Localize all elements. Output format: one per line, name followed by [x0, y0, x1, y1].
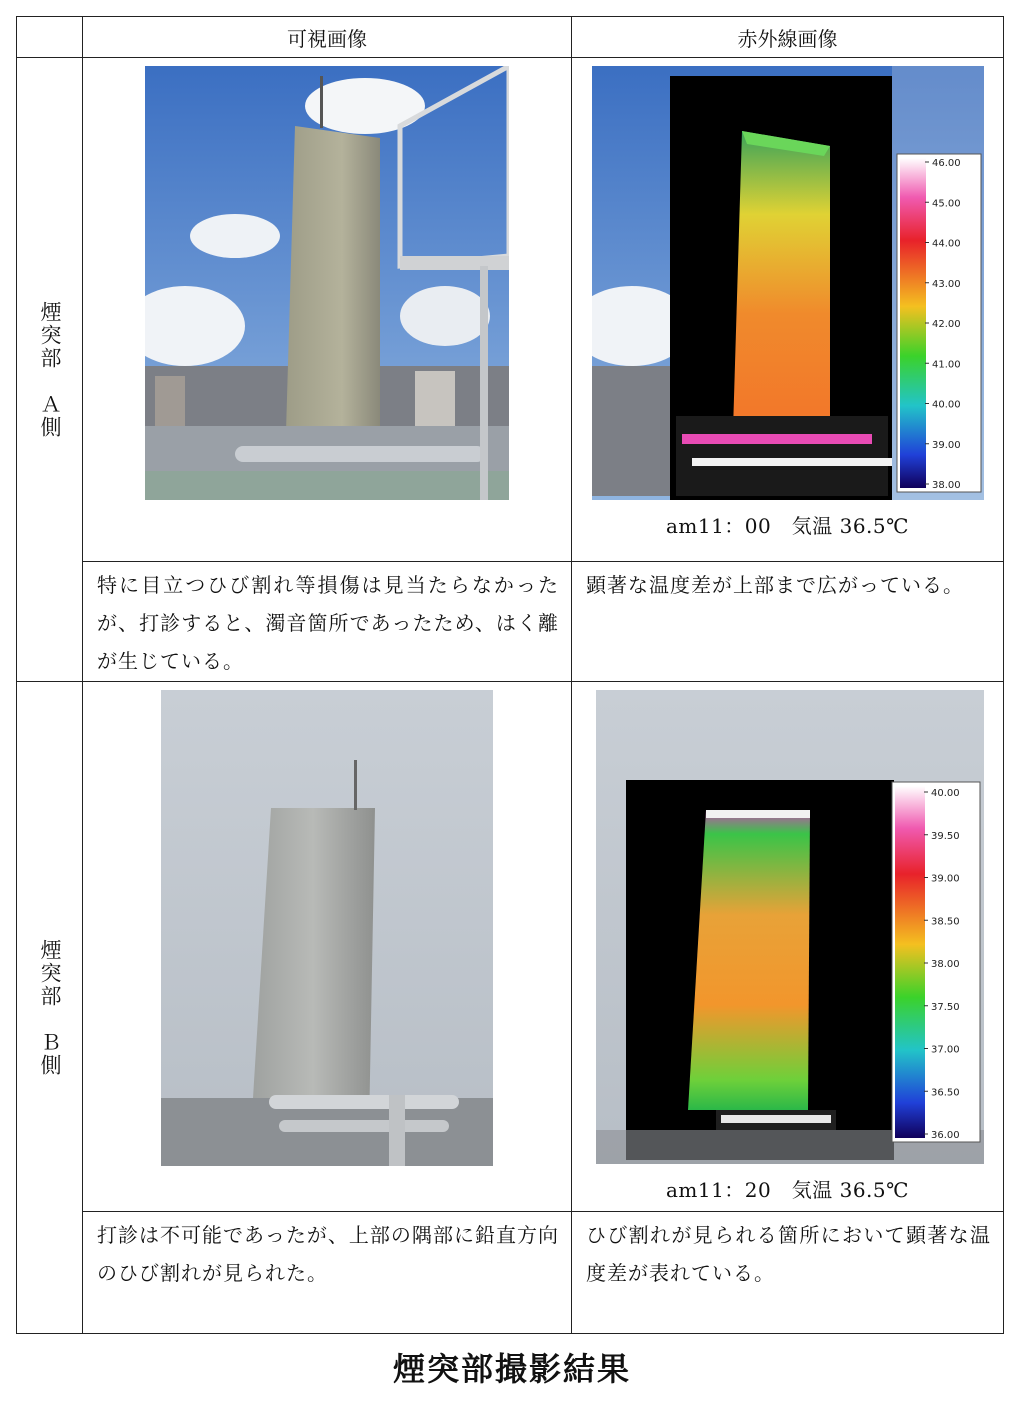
scale-tick-label: 37.00 — [931, 1044, 960, 1056]
visible-image-cell-a — [83, 58, 572, 562]
infrared-image-cell-a — [572, 58, 1004, 562]
visible-image-cell-b — [83, 682, 572, 1212]
scale-tick-label: 44.00 — [932, 238, 961, 250]
side-label-a: 煙突部 Ａ側 — [17, 58, 83, 682]
scale-tick-label: 38.00 — [932, 480, 961, 491]
scale-tick-label: 39.00 — [932, 439, 961, 451]
visible-photo-b — [161, 690, 493, 1166]
header-visible: 可視画像 — [83, 17, 572, 58]
page-title: 煙突部撮影結果 — [392, 1350, 631, 1388]
infrared-photo-b — [596, 690, 984, 1164]
scale-tick-label: 42.00 — [932, 319, 961, 330]
scale-tick-label: 41.00 — [932, 359, 961, 371]
scale-tick-label: 37.50 — [931, 1001, 960, 1013]
scale-tick-label: 38.00 — [931, 959, 960, 970]
note-visible-a: 特に目立つひび割れ等損傷は見当たらなかったが、打診すると、濁音箇所であったため、はく離が生じている。 — [83, 562, 572, 682]
ir-caption-b: am11：20 気温 36.5℃ — [665, 1178, 910, 1202]
scale-tick-label: 38.50 — [931, 916, 960, 928]
scale-tick-label: 36.50 — [931, 1087, 960, 1099]
scale-tick-label: 43.00 — [932, 278, 961, 290]
header-blank — [17, 17, 83, 58]
side-label-b: 煙突部 Ｂ側 — [17, 682, 83, 1334]
results-table — [16, 16, 1004, 1334]
scale-tick-label: 40.00 — [932, 399, 961, 411]
note-infrared-a: 顕著な温度差が上部まで広がっている。 — [572, 562, 1004, 682]
visible-photo-a — [145, 66, 509, 500]
infrared-photo-a — [592, 66, 984, 500]
scale-tick-label: 39.00 — [931, 873, 960, 885]
header-infrared: 赤外線画像 — [572, 17, 1004, 58]
note-visible-b: 打診は不可能であったが、上部の隅部に鉛直方向のひび割れが見られた。 — [83, 1212, 572, 1334]
scale-tick-label: 46.00 — [932, 158, 961, 169]
ir-caption-a: am11：00 気温 36.5℃ — [665, 514, 910, 538]
scale-tick-label: 45.00 — [932, 198, 961, 210]
scale-tick-label: 39.50 — [931, 830, 960, 842]
note-infrared-b: ひび割れが見られる箇所において顕著な温度差が表れている。 — [572, 1212, 1004, 1334]
infrared-image-cell-b — [572, 682, 1004, 1212]
scale-tick-label: 36.00 — [931, 1130, 960, 1141]
scale-tick-label: 40.00 — [931, 788, 960, 799]
